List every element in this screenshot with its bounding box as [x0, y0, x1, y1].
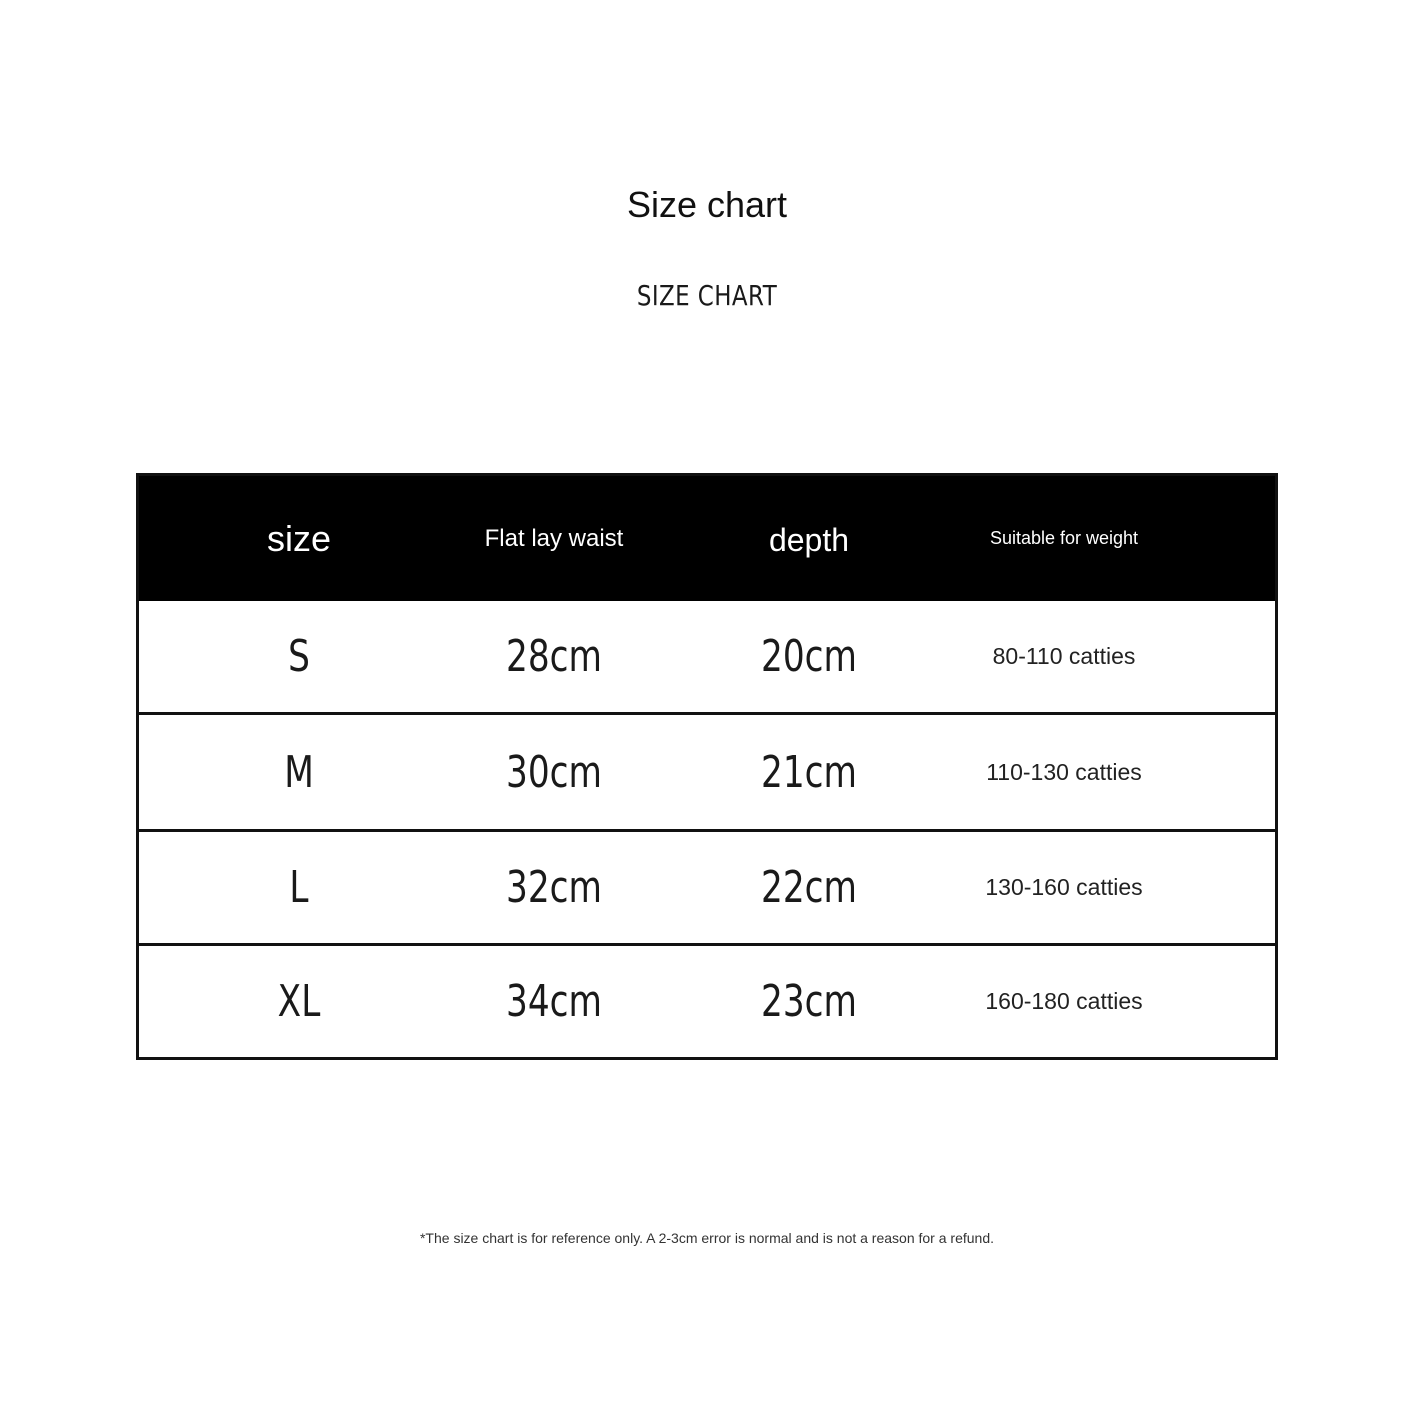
cell-size: S	[288, 631, 310, 682]
table-row	[139, 712, 1275, 829]
cell-depth: 20cm	[761, 631, 857, 682]
cell-weight: 160-180 catties	[985, 988, 1143, 1014]
cell-waist: 30cm	[506, 746, 602, 798]
cell-size: L	[289, 862, 309, 913]
footnote: *The size chart is for reference only. A 2-3cm error is normal and is not a reason for a refund.	[419, 1230, 994, 1246]
cell-depth: 21cm	[761, 746, 857, 798]
page-subtitle: SIZE CHART	[636, 279, 778, 312]
cell-depth: 22cm	[761, 862, 857, 913]
page-title: Size chart	[626, 184, 788, 225]
header-depth: depth	[768, 522, 850, 558]
table-row	[139, 829, 1275, 943]
size-table	[136, 473, 1278, 1060]
table-header-row	[139, 476, 1275, 601]
cell-weight: 110-130 catties	[986, 758, 1142, 785]
cell-waist: 34cm	[506, 976, 602, 1027]
cell-waist: 28cm	[506, 631, 602, 682]
table-row	[139, 943, 1275, 1057]
cell-waist: 32cm	[506, 862, 602, 913]
cell-weight: 80-110 catties	[992, 643, 1136, 669]
cell-depth: 23cm	[761, 976, 857, 1027]
cell-size: M	[284, 746, 314, 798]
cell-weight: 130-160 catties	[985, 874, 1143, 900]
table-row	[139, 601, 1275, 712]
header-suitable-weight: Suitable for weight	[989, 528, 1139, 548]
cell-size: XL	[277, 976, 321, 1027]
header-size: size	[266, 517, 332, 559]
header-flat-lay-waist: Flat lay waist	[484, 524, 624, 552]
